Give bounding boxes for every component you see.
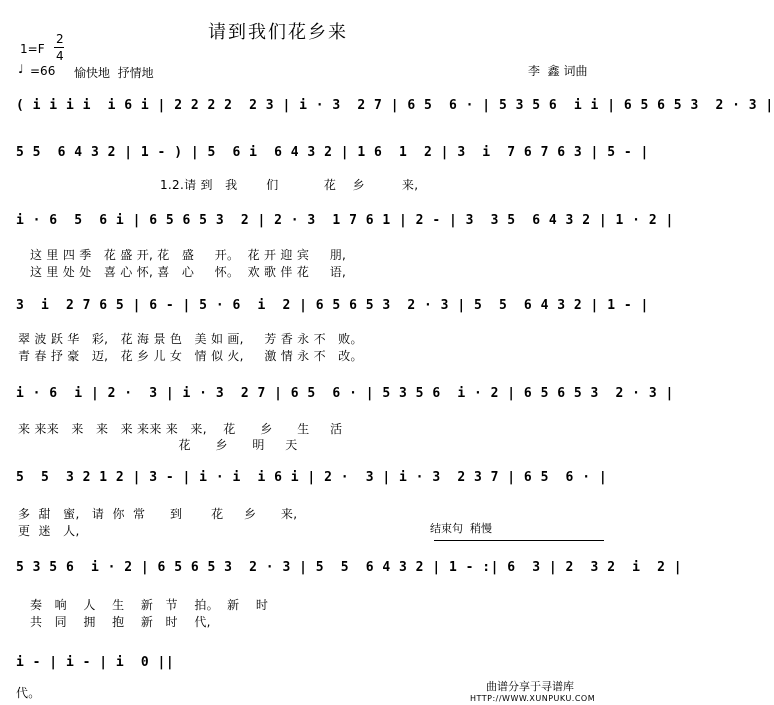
lyrics-row-2a: 这 里 四 季 花 盛 开, 花 盛 开。 花 开 迎 宾 朋, bbox=[30, 248, 347, 262]
lyrics-row-1: 1.2.请 到 我 们 花 乡 来, bbox=[160, 178, 419, 192]
score-row-8: i - | i - | i 0 || bbox=[16, 655, 175, 670]
lyrics-row-3b: 青 春 抒 豪 迈, 花 乡 儿 女 情 似 火, 激 情 永 不 改。 bbox=[18, 349, 363, 363]
lyrics-row-4a: 来 来来 来 来 来 来来 来 来, 花 乡 生 活 bbox=[18, 422, 343, 436]
lyrics-row-4b: 花 乡 明 天 bbox=[18, 438, 298, 452]
score-row-3: i · 6 5 6 i | 6 5 6 5 3 2 | 2 · 3 1 7 6 1 | 2 - | 3 3 5 6 4 3 2 | 1 · 2 | bbox=[16, 213, 674, 228]
lyrics-row-2b: 这 里 处 处 喜 心 怀, 喜 心 怀。 欢 歌 伴 花 语, bbox=[30, 265, 347, 279]
score-row-4: 3 i 2 7 6 5 | 6 - | 5 · 6 i 2 | 6 5 6 5 3 2 · 3 | 5 5 6 4 3 2 | 1 - | bbox=[16, 298, 649, 313]
ending-marking: 结束句 稍慢 bbox=[430, 522, 492, 535]
time-signature-bottom: 4 bbox=[56, 49, 64, 63]
quarter-note-icon: ♩ bbox=[18, 62, 24, 76]
score-row-6: 5 5 3 2 1 2 | 3 - | i · i i 6 i | 2 · 3 | i · 3 2 3 7 | 6 5 6 · | bbox=[16, 470, 608, 485]
lyrics-row-7: 代。 bbox=[16, 686, 41, 700]
lyrics-row-5b: 更 迷 人, bbox=[18, 524, 80, 538]
time-signature-top: 2 bbox=[56, 32, 64, 46]
time-signature-bar bbox=[54, 47, 64, 48]
ending-bracket bbox=[434, 540, 604, 541]
lyrics-row-5a: 多 甜 蜜, 请 你 常 到 花 乡 来, bbox=[18, 507, 298, 521]
tempo-value: =66 bbox=[30, 64, 56, 78]
site-credit-url[interactable]: HTTP://WWW.XUNPUKU.COM bbox=[470, 694, 596, 703]
key-signature: 1=F bbox=[20, 42, 45, 56]
score-row-1: ( i i i i i 6 i | 2 2 2 2 2 3 | i · 3 2 7 | 6 5 6 · | 5 3 5 6 i i | 6 5 6 5 3 2 · 3 | bbox=[16, 98, 774, 113]
site-credit: 曲谱分享于寻谱库 bbox=[486, 680, 574, 693]
lyrics-row-3a: 翠 波 跃 华 彩, 花 海 景 色 美 如 画, 芳 香 永 不 败。 bbox=[18, 332, 363, 346]
page-title: 请到我们花乡来 bbox=[208, 22, 348, 43]
lyrics-row-6a: 奏 响 人 生 新 节 拍。 新 时 bbox=[30, 598, 269, 612]
composer-credit: 李 鑫 词曲 bbox=[528, 64, 588, 78]
score-row-7: 5 3 5 6 i · 2 | 6 5 6 5 3 2 · 3 | 5 5 6 4 3 2 | 1 - :| 6 3 | 2 3 2 i 2 | bbox=[16, 560, 683, 575]
expression-marking: 愉快地 抒情地 bbox=[74, 66, 154, 80]
lyrics-row-6b: 共 同 拥 抱 新 时 代, bbox=[30, 615, 211, 629]
score-row-5: i · 6 i | 2 · 3 | i · 3 2 7 | 6 5 6 · | 5 3 5 6 i · 2 | 6 5 6 5 3 2 · 3 | bbox=[16, 386, 674, 401]
score-row-2: 5 5 6 4 3 2 | 1 - ) | 5 6 i 6 4 3 2 | 1 6 1 2 | 3 i 7 6 7 6 3 | 5 - | bbox=[16, 145, 649, 160]
